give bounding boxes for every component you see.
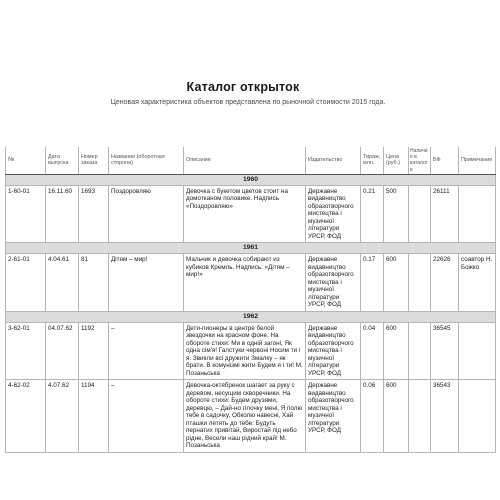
- bf-cell: 26111: [431, 185, 459, 243]
- note-cell: [459, 322, 496, 380]
- release-date-cell: 04.07.62: [46, 322, 79, 380]
- number-cell: 1-60-01: [6, 185, 46, 243]
- year-group-row: [6, 311, 496, 322]
- header-circulation: Тираж, млн.: [361, 147, 384, 174]
- year-group-row: [6, 174, 496, 185]
- bf-cell: 36543: [431, 380, 459, 453]
- description-cell: Девочка-октябренок шагает за руку с деревом, несущим скворечники. На обороте стихи: Будем друзями, деревцю, – Дай-но гілочку мені, Я полю тебе в садочку, Обколю навесні, Хай пташки летять до тебе: Будуть пернатих привітай, Виростай під небо рідне, Весели наш рідний край! М. Позаньська: [184, 380, 306, 453]
- release-date-cell: 4.04.61: [46, 254, 79, 312]
- publisher-cell: Державне видавництво образотворчого мистецтва і музичної літератури УРСР, ФОД: [306, 380, 361, 453]
- price-cell: 600: [384, 254, 409, 312]
- release-date-cell: 4.07.62: [46, 380, 79, 453]
- year-label: 1960: [6, 174, 496, 185]
- table-row: [6, 380, 496, 453]
- order-number-cell: 1192: [79, 322, 109, 380]
- circulation-cell: 0.04: [361, 322, 384, 380]
- catalog-table: [5, 147, 496, 453]
- number-cell: 4-62-02: [6, 380, 46, 453]
- title-cell: Поздоровляю: [109, 185, 184, 243]
- header-bf: БФ: [431, 147, 459, 174]
- price-cell: 600: [384, 380, 409, 453]
- availability-cell: [409, 322, 431, 380]
- header-title: Название (оборотная сторона): [109, 147, 184, 174]
- circulation-cell: 0.21: [361, 185, 384, 243]
- note-cell: [459, 380, 496, 453]
- bf-cell: 36545: [431, 322, 459, 380]
- publisher-cell: Державне видавництво образотворчого мистецтва і музичної літератури УРСР, ФОД: [306, 185, 361, 243]
- table-row: [6, 254, 496, 312]
- title-cell: Дітям – мир!: [109, 254, 184, 312]
- table-row: [6, 185, 496, 243]
- header-number: №: [6, 147, 46, 174]
- note-cell: [459, 185, 496, 243]
- bf-cell: 22626: [431, 254, 459, 312]
- header-note: Примечание: [459, 147, 496, 174]
- page-subtitle: Ценовая характеристика объектов представлена по рыночной стоимости 2015 года.: [110, 99, 386, 106]
- year-group-row: [6, 243, 496, 254]
- circulation-cell: 0.17: [361, 254, 384, 312]
- year-label: 1962: [6, 311, 496, 322]
- header-description: Описание: [184, 147, 306, 174]
- publisher-cell: Державне видавництво образотворчого мистецтва і музичної літератури УРСР, ФОД: [306, 254, 361, 312]
- publisher-cell: Державне видавництво образотворчого мистецтва і музичної літератури УРСР, ФОД: [306, 322, 361, 380]
- year-label: 1961: [6, 243, 496, 254]
- table-row: [6, 322, 496, 380]
- order-number-cell: 1194: [79, 380, 109, 453]
- circulation-cell: 0.06: [361, 380, 384, 453]
- description-cell: Дети-пионеры в центре белой звездочки на красном фоне. На обороте стихи: Ми в одній загоні, Як одна сім'я! Галстуки червоні Носим ти і я. Звикли всі дружити Змалку – як брати. В комунізмі жити Будем я і ти! М. Позаньська: [184, 322, 306, 380]
- number-cell: 3-62-01: [6, 322, 46, 380]
- price-cell: 600: [384, 322, 409, 380]
- release-date-cell: 16.11.60: [46, 185, 79, 243]
- availability-cell: [409, 380, 431, 453]
- price-cell: 500: [384, 185, 409, 243]
- order-number-cell: 81: [79, 254, 109, 312]
- number-cell: 2-61-01: [6, 254, 46, 312]
- page-title: Каталог открыток: [186, 80, 300, 94]
- note-cell: соавтор Н. Божко: [459, 254, 496, 312]
- availability-cell: [409, 254, 431, 312]
- description-cell: Мальчик и девочка собирают из кубиков Кремль. Надпись: «Дітям – мир!»: [184, 254, 306, 312]
- availability-cell: [409, 185, 431, 243]
- header-availability: Наличие в каталоге: [409, 147, 431, 174]
- title-cell: –: [109, 322, 184, 380]
- order-number-cell: 1693: [79, 185, 109, 243]
- description-cell: Девочка с букетом цветов стоит на домотканом половике. Надпись «Поздоровляю»: [184, 185, 306, 243]
- header-publisher: Издательство: [306, 147, 361, 174]
- title-cell: –: [109, 380, 184, 453]
- header-price: Цена (руб.): [384, 147, 409, 174]
- header-order-number: Номер заказа: [79, 147, 109, 174]
- header-release-date: Дата выпуска: [46, 147, 79, 174]
- table-header-row: [6, 147, 496, 174]
